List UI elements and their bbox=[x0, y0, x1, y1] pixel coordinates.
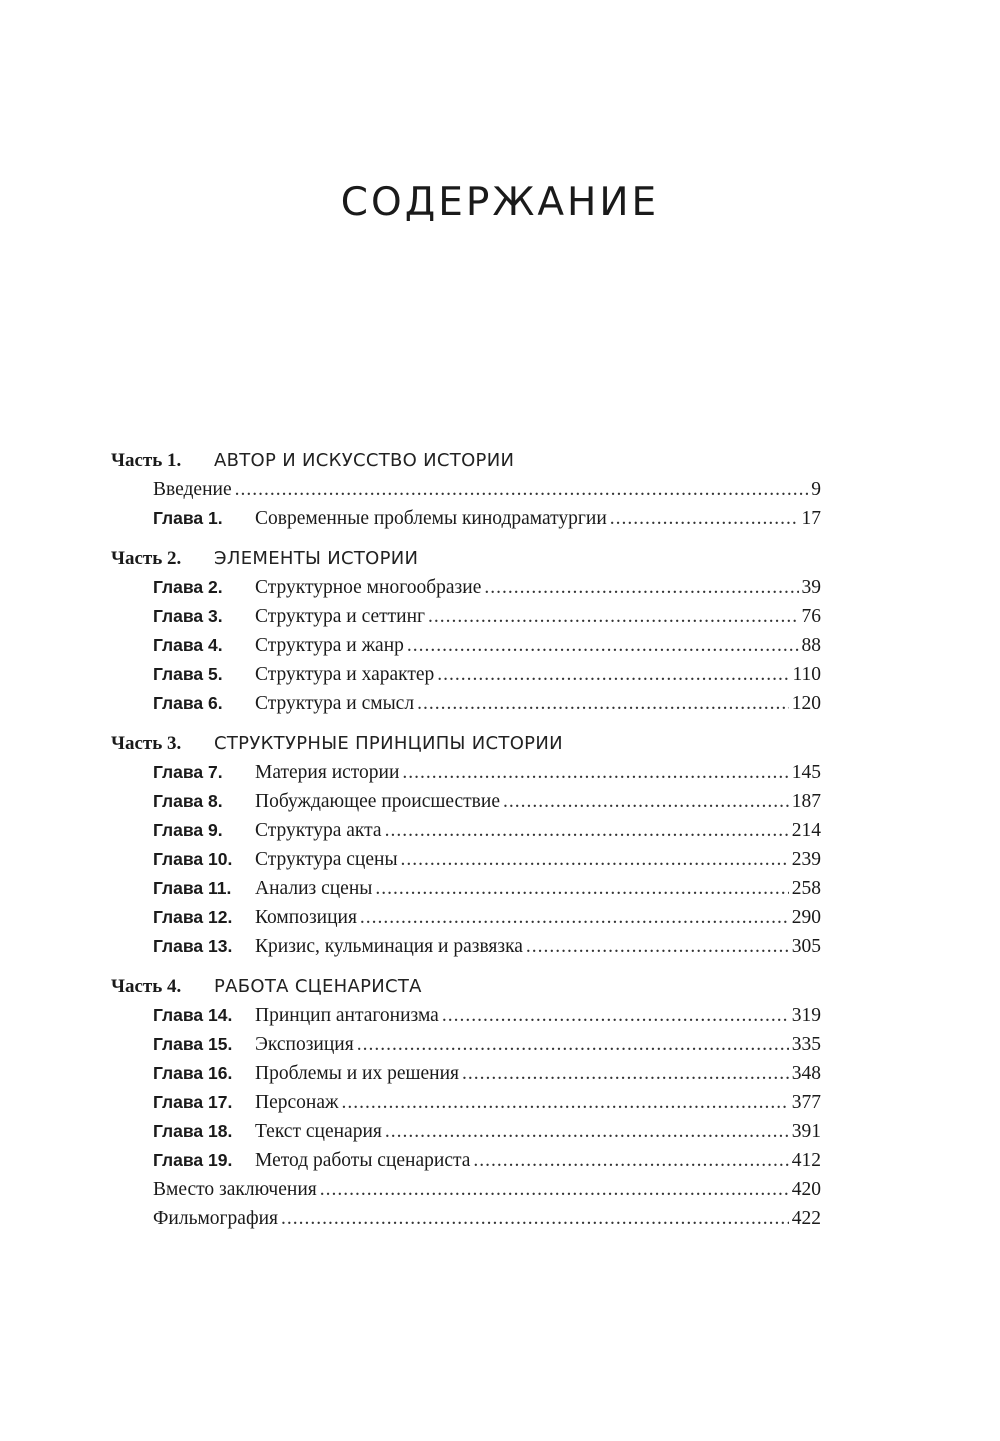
entry-title: Кризис, кульминация и развязка bbox=[255, 936, 523, 957]
chapter-number: Глава 2. bbox=[153, 577, 223, 597]
dot-leader bbox=[401, 845, 789, 874]
entry-title: Структура сцены bbox=[255, 849, 398, 870]
part-number: Часть 1. bbox=[111, 450, 182, 471]
part-title: ЭЛЕМЕНТЫ ИСТОРИИ bbox=[214, 548, 419, 569]
toc-entry[interactable] bbox=[111, 1059, 821, 1088]
page-number: 335 bbox=[791, 1034, 821, 1055]
chapter-number: Глава 5. bbox=[153, 664, 223, 684]
part-title: АВТОР И ИСКУССТВО ИСТОРИИ bbox=[214, 450, 515, 471]
dot-leader bbox=[320, 1175, 789, 1204]
toc-entry[interactable] bbox=[111, 475, 821, 504]
dot-leader bbox=[385, 816, 789, 845]
entry-title: Побуждающее происшествие bbox=[255, 791, 500, 812]
page-number: 9 bbox=[811, 479, 821, 500]
page-number: 76 bbox=[801, 606, 821, 627]
entry-title: Персонаж bbox=[255, 1092, 339, 1113]
dot-leader bbox=[473, 1146, 788, 1175]
entry-title: Анализ сцены bbox=[255, 878, 373, 899]
table-of-contents bbox=[111, 446, 821, 1244]
dot-leader bbox=[385, 1117, 789, 1146]
dot-leader bbox=[360, 903, 789, 932]
dot-leader bbox=[407, 631, 799, 660]
page-number: 17 bbox=[801, 508, 821, 529]
dot-leader bbox=[610, 504, 799, 533]
chapter-number: Глава 15. bbox=[153, 1034, 233, 1054]
entry-title: Вместо заключения bbox=[153, 1179, 317, 1200]
toc-entry[interactable] bbox=[111, 1088, 821, 1117]
dot-leader bbox=[375, 874, 788, 903]
toc-entry[interactable] bbox=[111, 1001, 821, 1030]
toc-entry[interactable] bbox=[111, 689, 821, 718]
part-heading bbox=[111, 729, 821, 758]
page-number: 214 bbox=[791, 820, 821, 841]
entry-title: Структура и характер bbox=[255, 664, 435, 685]
part-heading bbox=[111, 446, 821, 475]
dot-leader bbox=[526, 932, 789, 961]
entry-title: Структурное многообразие bbox=[255, 577, 482, 598]
page-number: 377 bbox=[791, 1092, 821, 1113]
toc-entry[interactable] bbox=[111, 602, 821, 631]
chapter-number: Глава 9. bbox=[153, 820, 223, 840]
toc-entry[interactable] bbox=[111, 1030, 821, 1059]
toc-entry[interactable] bbox=[111, 1117, 821, 1146]
toc-entry[interactable] bbox=[111, 1175, 821, 1204]
page-number: 258 bbox=[791, 878, 821, 899]
chapter-number: Глава 8. bbox=[153, 791, 223, 811]
page-number: 319 bbox=[791, 1005, 821, 1026]
chapter-number: Глава 10. bbox=[153, 849, 233, 869]
page-number: 412 bbox=[791, 1150, 821, 1171]
page-number: 39 bbox=[801, 577, 821, 598]
entry-title: Фильмография bbox=[153, 1208, 278, 1229]
chapter-number: Глава 4. bbox=[153, 635, 223, 655]
dot-leader bbox=[484, 573, 798, 602]
toc-part bbox=[111, 729, 821, 961]
part-number: Часть 4. bbox=[111, 976, 182, 997]
entry-title: Структура акта bbox=[255, 820, 382, 841]
entry-title: Структура и сеттинг bbox=[255, 606, 426, 627]
chapter-number: Глава 17. bbox=[153, 1092, 233, 1112]
toc-part bbox=[111, 446, 821, 533]
chapter-number: Глава 11. bbox=[153, 878, 232, 898]
page-number: 348 bbox=[791, 1063, 821, 1084]
dot-leader bbox=[442, 1001, 789, 1030]
entry-title: Структура и жанр bbox=[255, 635, 404, 656]
toc-part bbox=[111, 544, 821, 718]
toc-entry[interactable] bbox=[111, 874, 821, 903]
part-title: СТРУКТУРНЫЕ ПРИНЦИПЫ ИСТОРИИ bbox=[214, 733, 563, 754]
toc-entry[interactable] bbox=[111, 932, 821, 961]
toc-entry[interactable] bbox=[111, 1204, 821, 1233]
page-number: 88 bbox=[801, 635, 821, 656]
toc-part bbox=[111, 972, 821, 1233]
dot-leader bbox=[437, 660, 789, 689]
toc-entry[interactable] bbox=[111, 631, 821, 660]
toc-entry[interactable] bbox=[111, 903, 821, 932]
dot-leader bbox=[503, 787, 789, 816]
chapter-number: Глава 3. bbox=[153, 606, 223, 626]
page-number: 239 bbox=[791, 849, 821, 870]
toc-entry[interactable] bbox=[111, 504, 821, 533]
toc-entry[interactable] bbox=[111, 787, 821, 816]
toc-entry[interactable] bbox=[111, 845, 821, 874]
toc-entry[interactable] bbox=[111, 816, 821, 845]
dot-leader bbox=[462, 1059, 789, 1088]
dot-leader bbox=[428, 602, 798, 631]
chapter-number: Глава 6. bbox=[153, 693, 223, 713]
chapter-number: Глава 18. bbox=[153, 1121, 233, 1141]
page-number: 420 bbox=[791, 1179, 821, 1200]
toc-entry[interactable] bbox=[111, 1146, 821, 1175]
entry-title: Принцип антагонизма bbox=[255, 1005, 439, 1026]
chapter-number: Глава 19. bbox=[153, 1150, 233, 1170]
page-number: 110 bbox=[792, 664, 821, 685]
page-number: 391 bbox=[791, 1121, 821, 1142]
dot-leader bbox=[341, 1088, 788, 1117]
part-heading bbox=[111, 972, 821, 1001]
entry-title: Метод работы сценариста bbox=[255, 1150, 471, 1171]
chapter-number: Глава 13. bbox=[153, 936, 233, 956]
toc-entry[interactable] bbox=[111, 758, 821, 787]
part-number: Часть 2. bbox=[111, 548, 182, 569]
dot-leader bbox=[281, 1204, 789, 1233]
entry-title: Введение bbox=[153, 479, 232, 500]
toc-entry[interactable] bbox=[111, 573, 821, 602]
page-number: 187 bbox=[791, 791, 821, 812]
page-number: 145 bbox=[791, 762, 821, 783]
chapter-number: Глава 12. bbox=[153, 907, 233, 927]
dot-leader bbox=[417, 689, 789, 718]
toc-entry[interactable] bbox=[111, 660, 821, 689]
entry-title: Текст сценария bbox=[255, 1121, 382, 1142]
part-heading bbox=[111, 544, 821, 573]
dot-leader bbox=[235, 475, 809, 504]
page-number: 305 bbox=[791, 936, 821, 957]
dot-leader bbox=[402, 758, 788, 787]
chapter-number: Глава 1. bbox=[153, 508, 223, 528]
chapter-number: Глава 7. bbox=[153, 762, 223, 782]
dot-leader bbox=[357, 1030, 789, 1059]
entry-title: Структура и смысл bbox=[255, 693, 415, 714]
page-number: 422 bbox=[791, 1208, 821, 1229]
part-title: РАБОТА СЦЕНАРИСТА bbox=[214, 976, 422, 997]
entry-title: Материя истории bbox=[255, 762, 400, 783]
entry-title: Современные проблемы кинодраматургии bbox=[255, 508, 607, 529]
chapter-number: Глава 14. bbox=[153, 1005, 233, 1025]
entry-title: Проблемы и их решения bbox=[255, 1063, 460, 1084]
page-title: СОДЕРЖАНИЕ bbox=[340, 180, 660, 225]
entry-title: Композиция bbox=[255, 907, 357, 928]
page-number: 290 bbox=[791, 907, 821, 928]
chapter-number: Глава 16. bbox=[153, 1063, 233, 1083]
entry-title: Экспозиция bbox=[255, 1034, 354, 1055]
part-number: Часть 3. bbox=[111, 733, 182, 754]
page-number: 120 bbox=[791, 693, 821, 714]
